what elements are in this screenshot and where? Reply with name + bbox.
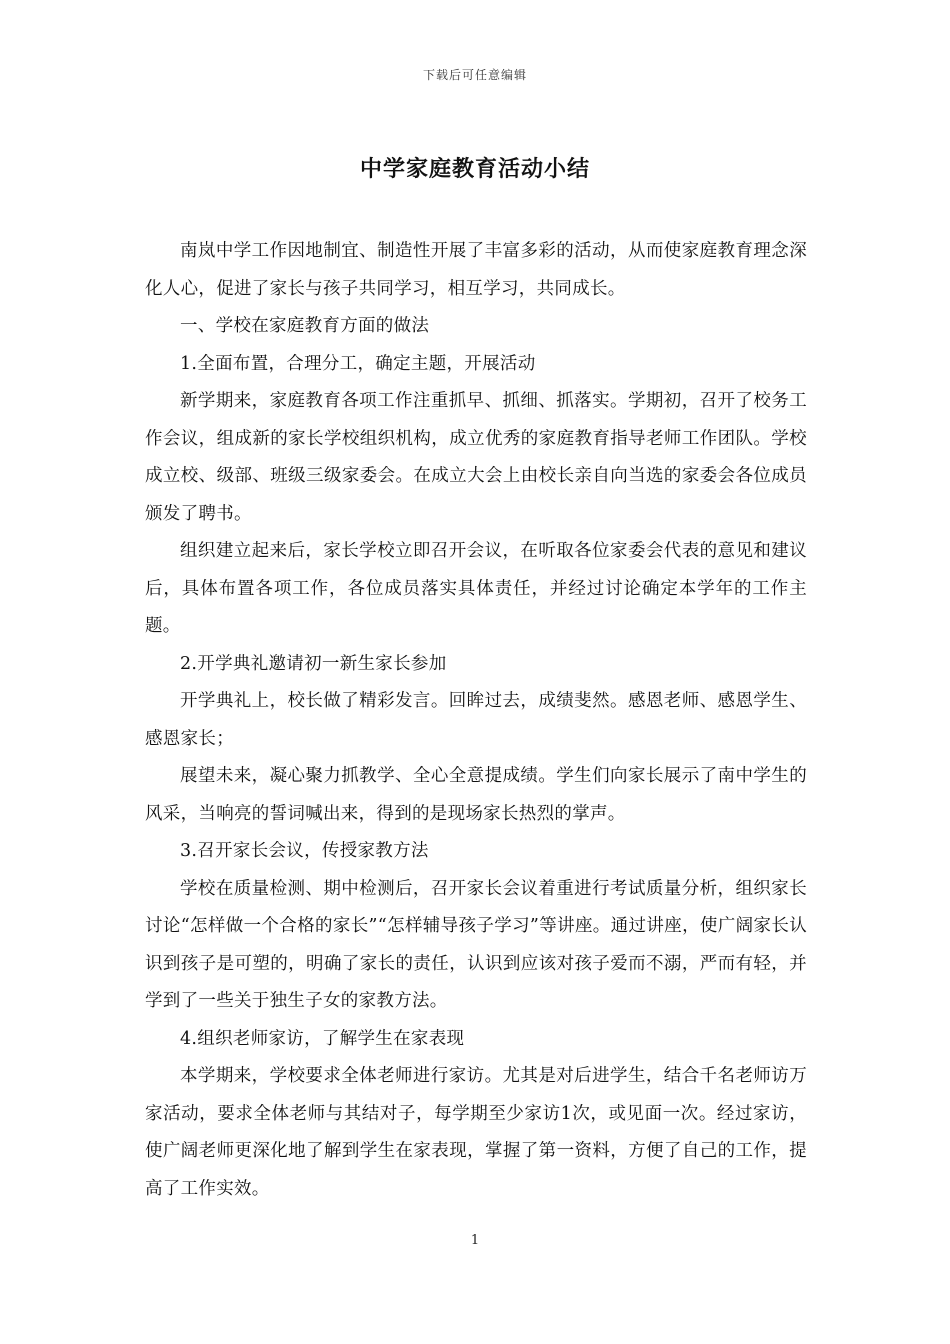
subheading-3: 3.召开家长会议，传授家教方法 [180, 841, 429, 861]
paragraph: 新学期来，家庭教育各项工作注重抓早、抓细、抓落实。学期初，召开了校务工作会议，组成新的家长学校组织机构，成立优秀的家庭教育指导老师工作团队。学校成立校、级部、班级三级家委会。在成立大会上由校长亲自向当选的家委会各位成员颁发了聘书。 [145, 391, 807, 524]
header-note: 下载后可任意编辑 [422, 68, 527, 82]
paragraph: 学校在质量检测、期中检测后，召开家长会议着重进行考试质量分析，组织家长讨论“怎样做一个合格的家长”“怎样辅导孩子学习”等讲座。通过讲座，使广阔家长认识到孩子是可塑的，明确了家长的责任，认识到应该对孩子爱而不溺，严而有轻，并学到了一些关于独生子女的家教方法。 [145, 878, 807, 1011]
subheading-4: 4.组织老师家访，了解学生在家表现 [180, 1028, 465, 1049]
paragraph: 本学期来，学校要求全体老师进行家访。尤其是对后进学生，结合千名老师访万家活动，要求全体老师与其结对子，每学期至少家访1次，或见面一次。经过家访，使广阔老师更深化地了解到学生在家表现，掌握了第一资料，方便了自己的工作，提高了工作实效。 [145, 1066, 807, 1199]
subheading-1: 1.全面布置，合理分工，确定主题，开展活动 [180, 353, 536, 374]
document-body [145, 233, 807, 1208]
subheading-2: 2.开学典礼邀请初一新生家长参加 [180, 653, 447, 674]
section-heading: 一、学校在家庭教育方面的做法 [180, 316, 430, 336]
page-number: 1 [470, 1233, 480, 1248]
paragraph: 组织建立起来后，家长学校立即召开会议，在听取各位家委会代表的意见和建议后，具体布置各项工作，各位成员落实具体责任，并经过讨论确定本学年的工作主题。 [145, 541, 807, 636]
document-title: 中学家庭教育活动小结 [359, 156, 590, 182]
paragraph: 展望未来，凝心聚力抓教学、全心全意提成绩。学生们向家长展示了南中学生的风采，当响亮的誓词喊出来，得到的是现场家长热烈的掌声。 [145, 766, 807, 824]
paragraph-intro: 南岚中学工作因地制宜、制造性开展了丰富多彩的活动，从而使家庭教育理念深化人心，促进了家长与孩子共同学习，相互学习，共同成长。 [145, 241, 807, 299]
paragraph: 开学典礼上，校长做了精彩发言。回眸过去，成绩斐然。感恩老师、感恩学生、感恩家长； [145, 691, 807, 749]
